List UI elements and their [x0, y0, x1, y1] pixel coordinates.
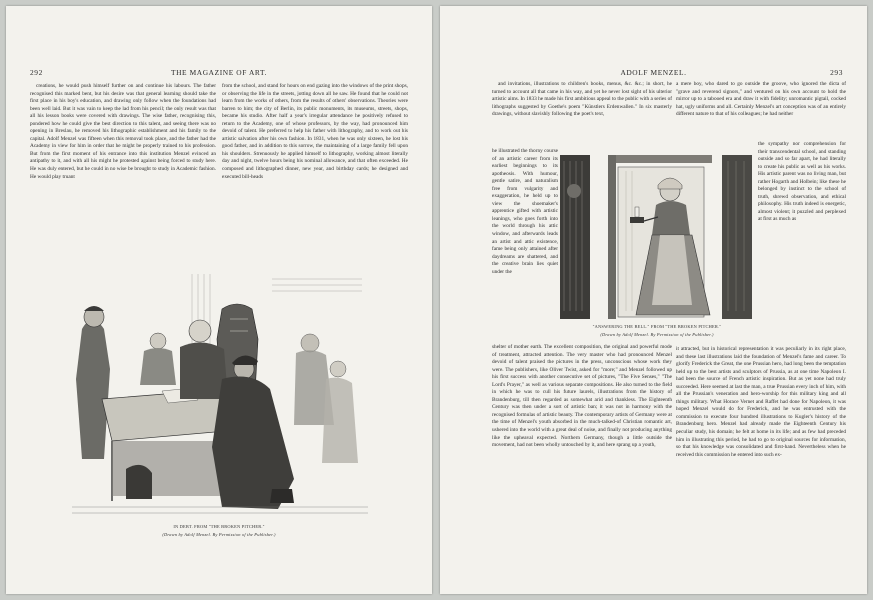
- running-title-left: THE MAGAZINE OF ART.: [171, 68, 267, 77]
- right-column-1-bottom-text: shelter of mother earth. The excellent composition, the original and powerful mode of treatment, attracted attention. The very master who had pronounced Menzel devoid of talent praised the pictures in the press, unconscious whose work they were. The publishers, like Oliver Twist, asked for "more;" and Menzel followed up his first success with another consecutive set of pictures, "The Five Senses," "The Lord's Prayer," as well as various separate compositions. He also turned to the field in which he was to cull his future laurels, illustrations from the history of Brandenburg, till then regarded as somewhat arid and thankless. The Eighteenth Century was then under a sort of artistic ban; it was not in harmony with the recognised formulas of artistic beauty. The contemporary artists of Germany were at the time of Menzel's youth absorbed in the much-talked-of Christian romantic art, ushered into the world with a great deal of noise, and finally not producing anything like the upheaval expected. Northern Germany, though a little outside the movement, had not been wholly untouched by it, and here sprang up a youth,: [492, 344, 672, 449]
- right-column-1-bottom: [492, 344, 672, 538]
- left-column-2: [222, 83, 408, 259]
- left-page: [6, 6, 432, 594]
- left-column-1-text: creations, he would push himself further on and continue his labours. The father recognised this marked bent, but his desire was that general learning should take the first place in his boy's education, and drawing only follow when the foundations had been well laid. But it was vain to keep the lad from his pencil; the only result was that all his lesson books were covered with drawings. The wise father, recognising this, pondered how he could give the best direction to this talent, and seeing there was no opening in Breslau, he removed his lithographic establishment and his family to the capital. Adolf Menzel was fifteen when this removal took place, and the father had the Academy in view for him in order that he might be properly trained to his profession. But from the first moment of his entrance into this institution Menzel evinced an antipathy to it, and with all his might he protested against being forced to study here. He was duly entered, but he could in no wise be brought to study in Academic fashion. He would play truant: [30, 83, 216, 180]
- right-column-1-narrow-text: he illustrated the thorny course of an artistic career from its earliest beginnings to its apotheosis. With humour, gentle satire, and naturalism free from vulgarity and exaggeration, he held up to view the shoemaker's apprentice gifted with artistic leanings, who goes forth into the world through his attic window, and afterwards leads an artist and attic existence, fame being only attained after daydreams are shattered, and the creative brain lies quiet under the: [492, 148, 558, 275]
- answering-the-bell-drawing: [560, 151, 754, 321]
- answering-the-bell-caption-credit-text: (Drawn by Adolf Menzel. By Permission of the Publisher.): [600, 332, 714, 337]
- right-column-2-bottom: [676, 346, 846, 538]
- right-page: [440, 6, 867, 594]
- page-number-right: 293: [830, 68, 843, 77]
- right-column-2-narrow: [758, 141, 846, 346]
- page-number-left: 292: [30, 68, 43, 77]
- in-debt-drawing: [72, 269, 368, 519]
- right-column-2-bottom-text: it attracted, but in historical representation it was peculiarly in its right place, and these last illustrations laid the foundation of Menzel's fame and career. To glorify Frederick the Great, the one Prussian hero, had long been the temptation held up to the best artists and sculptors of Prussia, as at one time Napoleon I. had been the source of French artistic inspiration. But as yet none had truly succeeded. Here seemed at last the man, a true Prussian every inch of him, with all the Prussian's veneration and hero-worship for this military king and all things military. What Horace Vernet and Raffet had done for Napoleon, it was hoped Menzel would do for Frederick, and he was entrusted with the commission to execute four hundred illustrations to Kugler's history of the Brandenburg hero. Menzel had already made the Eighteenth Century his peculiar study, his domain; he felt at home in its life; and as few had preceded him in illustrating this period, he had to go to original sources for information, so that his knowledge was consolidated and first-hand. Nevertheless when he received this commission he entered into such ex-: [676, 346, 846, 458]
- answering-the-bell-illustration: [560, 151, 754, 321]
- in-debt-caption-credit: [46, 532, 392, 537]
- in-debt-illustration: [72, 269, 368, 519]
- answering-the-bell-caption-credit: [560, 332, 754, 337]
- left-column-2-text: from the school, and stand for hours on end gazing into the windows of the print shops, or observing the life in the streets, jotting down all he saw. He found that he could not learn from the works of others, from the results of others' observations. Theories were barren to him; the city of Berlin, its public monuments, its museums, streets, shops, became his studio. After half a year's irregular attendance he positively refused to return to the Academy, one of whose professors, by the way, had pronounced him devoid of talent. He preferred to help his father with lithography, and to work out his artistic salvation after his own fashion. In 1831, when he was only sixteen, he lost his good father, and in addition to this sorrow, the maintaining of a large family fell upon his shoulders. Strenuously he applied himself to lithography, working almost literally day and night, twelve hours being his nominal allowance, and that often exceeded. He composed and lithographed dinner, new year, and birthday cards; he designed and executed bill-heads: [222, 83, 408, 180]
- running-title-right: ADOLF MENZEL.: [620, 68, 687, 77]
- right-column-1-top-text: and invitations, illustrations to children's books, menus, &c. &c.; in short, he turned to account all that came in his way, and yet he never lost sight of his ulterior artistic aims. In 1833 he made his first ambitious appeal to the public with a series of lithographs suggested by Goethe's poem "Künstlers Erdenwallen." In six masterly drawings, without slavishly following the poet's text,: [492, 81, 672, 118]
- right-column-1-narrow: [492, 148, 558, 344]
- answering-the-bell-caption-title: "ANSWERING THE BELL." FROM "THE BROKEN PITCHER.": [592, 324, 722, 329]
- left-column-1: [30, 83, 216, 259]
- in-debt-caption-credit-text: (Drawn by Adolf Menzel. By Permission of the Publisher.): [162, 532, 276, 537]
- right-column-2-narrow-text: the sympathy nor comprehension for their transcendental school, and standing outside and so far apart, he had literally to create his public as well as his works. His artistic parent was no living man, but rather Hogarth and Holbein; like these he belonged by instinct to the school of truth, shrewd observation, and ethical philosophy. His truth indeed is energetic, almost violent; it puzzled and perplexed at first as much as: [758, 141, 846, 223]
- in-debt-caption-title: IN DEBT. FROM "THE BROKEN PITCHER.": [173, 524, 265, 529]
- right-column-2-top-text: a mere boy, who dared to go outside the groove, who ignored the dicta of "grave and reverend signors," and ventured on his own account to hold the mirror up to a tabooed era and draw it with fidelity; unromantic pigtail, cocked hat, ugly uniforms and all. Certainly Menzel's art conception was of an entirely different nature to that of his colleagues; he had neither: [676, 81, 846, 118]
- right-column-2-top: [676, 81, 846, 141]
- right-column-1-top: [492, 81, 672, 148]
